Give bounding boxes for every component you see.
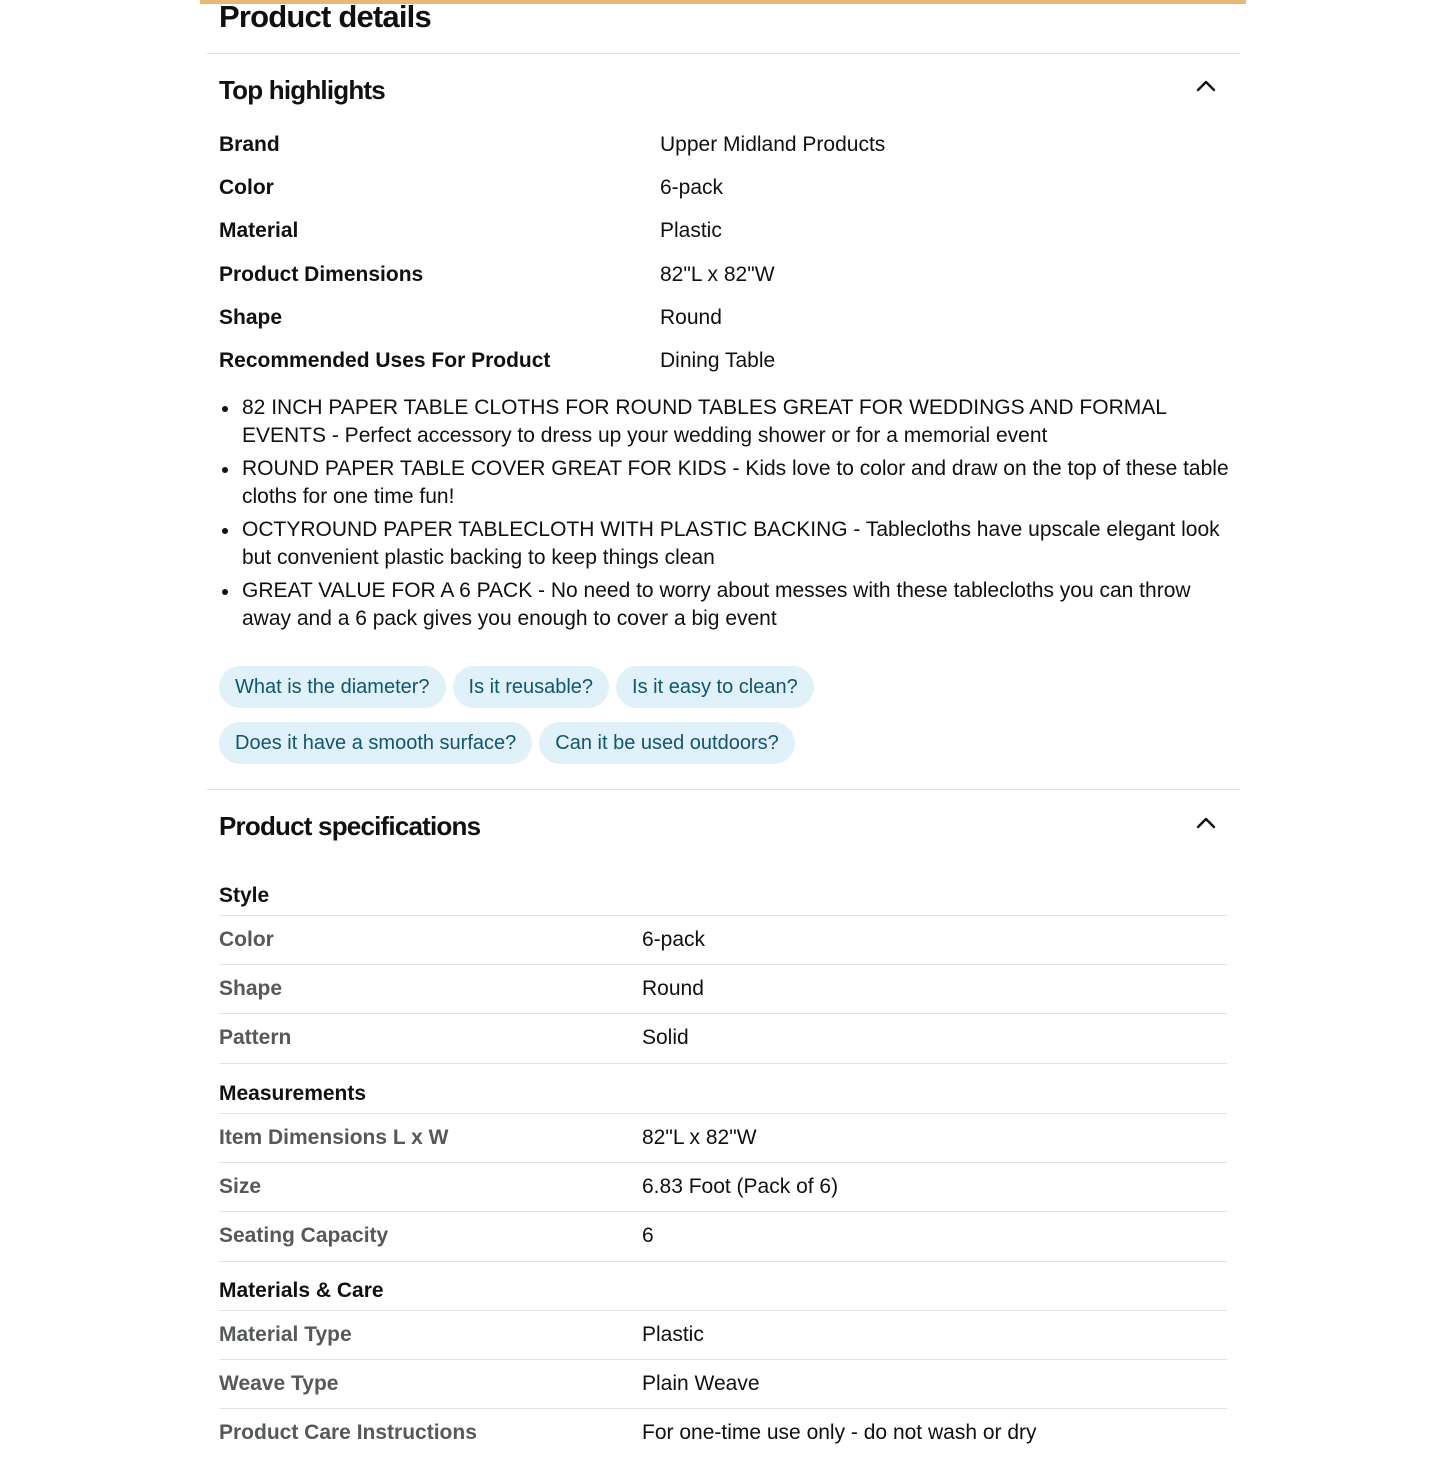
spec-label: Weave Type xyxy=(219,1372,339,1395)
spec-row xyxy=(219,1162,1227,1212)
highlight-row-brand xyxy=(219,130,1219,160)
highlight-label: Color xyxy=(219,176,274,199)
highlight-value: Plastic xyxy=(660,219,722,242)
highlight-value: 6-pack xyxy=(660,176,724,199)
feature-bullet: OCTYROUND PAPER TABLECLOTH WITH PLASTIC BACKING - Tablecloths have upscale elegant look but convenient plastic backing to keep things clean xyxy=(219,516,1229,572)
spec-row xyxy=(219,1310,1227,1360)
feature-bullet-list xyxy=(219,394,1229,638)
spec-row xyxy=(219,964,1227,1014)
chevron-up-icon[interactable] xyxy=(1194,813,1218,831)
spec-value: Round xyxy=(642,977,704,1000)
spec-label: Color xyxy=(219,928,274,951)
highlight-value: 82"L x 82"W xyxy=(660,263,775,286)
spec-value: 6 xyxy=(642,1224,654,1247)
spec-label: Item Dimensions L x W xyxy=(219,1126,449,1149)
spec-row xyxy=(219,1408,1227,1458)
spec-value: 6.83 Foot (Pack of 6) xyxy=(642,1175,839,1198)
question-chip[interactable]: Is it easy to clean? xyxy=(616,666,814,708)
highlight-label: Recommended Uses For Product xyxy=(219,349,551,372)
highlight-label: Brand xyxy=(219,133,280,156)
highlight-row-color xyxy=(219,173,1219,203)
question-chip[interactable]: Is it reusable? xyxy=(453,666,610,708)
highlight-label: Product Dimensions xyxy=(219,263,424,286)
chevron-up-icon[interactable] xyxy=(1194,76,1218,94)
section-divider xyxy=(206,53,1240,54)
top-highlights-title: Top highlights xyxy=(219,75,385,105)
highlight-label: Material xyxy=(219,219,299,242)
highlight-row-dimensions xyxy=(219,260,1219,290)
specifications-title: Product specifications xyxy=(219,811,481,841)
feature-bullet: 82 INCH PAPER TABLE CLOTHS FOR ROUND TABLES GREAT FOR WEDDINGS AND FORMAL EVENTS - Perfect accessory to dress up your wedding shower or for a memorial event xyxy=(219,394,1229,450)
question-chip[interactable]: Can it be used outdoors? xyxy=(539,722,795,764)
spec-row xyxy=(219,1211,1227,1262)
highlight-row-material xyxy=(219,216,1219,246)
feature-bullet: GREAT VALUE FOR A 6 PACK - No need to worry about messes with these tablecloths you can throw away and a 6 pack gives you enough to cover a big event xyxy=(219,577,1229,633)
spec-value: For one-time use only - do not wash or dry xyxy=(642,1421,1037,1444)
spec-label: Product Care Instructions xyxy=(219,1421,477,1444)
spec-row xyxy=(219,1359,1227,1409)
spec-group-title: Measurements xyxy=(219,1082,367,1105)
spec-group-title: Materials & Care xyxy=(219,1279,384,1302)
question-chip[interactable]: What is the diameter? xyxy=(219,666,446,708)
spec-row xyxy=(219,915,1227,965)
spec-group-title: Style xyxy=(219,884,270,907)
question-chip-row xyxy=(219,666,1229,708)
spec-label: Size xyxy=(219,1175,262,1198)
spec-value: 82"L x 82"W xyxy=(642,1126,757,1149)
highlight-value: Dining Table xyxy=(660,349,776,372)
highlight-value: Round xyxy=(660,306,722,329)
question-chip[interactable]: Does it have a smooth surface? xyxy=(219,722,532,764)
spec-value: Plastic xyxy=(642,1323,704,1346)
highlight-row-shape xyxy=(219,303,1219,333)
spec-row xyxy=(219,1013,1227,1064)
spec-label: Pattern xyxy=(219,1026,292,1049)
feature-bullet: ROUND PAPER TABLE COVER GREAT FOR KIDS - Kids love to color and draw on the top of these table cloths for one time fun! xyxy=(219,455,1229,511)
highlight-row-uses xyxy=(219,346,1219,376)
section-divider xyxy=(206,789,1240,790)
spec-value: Plain Weave xyxy=(642,1372,760,1395)
page-title: Product details xyxy=(219,0,431,34)
highlight-value: Upper Midland Products xyxy=(660,133,886,156)
spec-label: Seating Capacity xyxy=(219,1224,389,1247)
spec-label: Shape xyxy=(219,977,283,1000)
highlight-label: Shape xyxy=(219,306,283,329)
question-chip-row xyxy=(219,722,1229,764)
spec-value: Solid xyxy=(642,1026,689,1049)
spec-value: 6-pack xyxy=(642,928,706,951)
spec-row xyxy=(219,1113,1227,1163)
spec-label: Material Type xyxy=(219,1323,352,1346)
